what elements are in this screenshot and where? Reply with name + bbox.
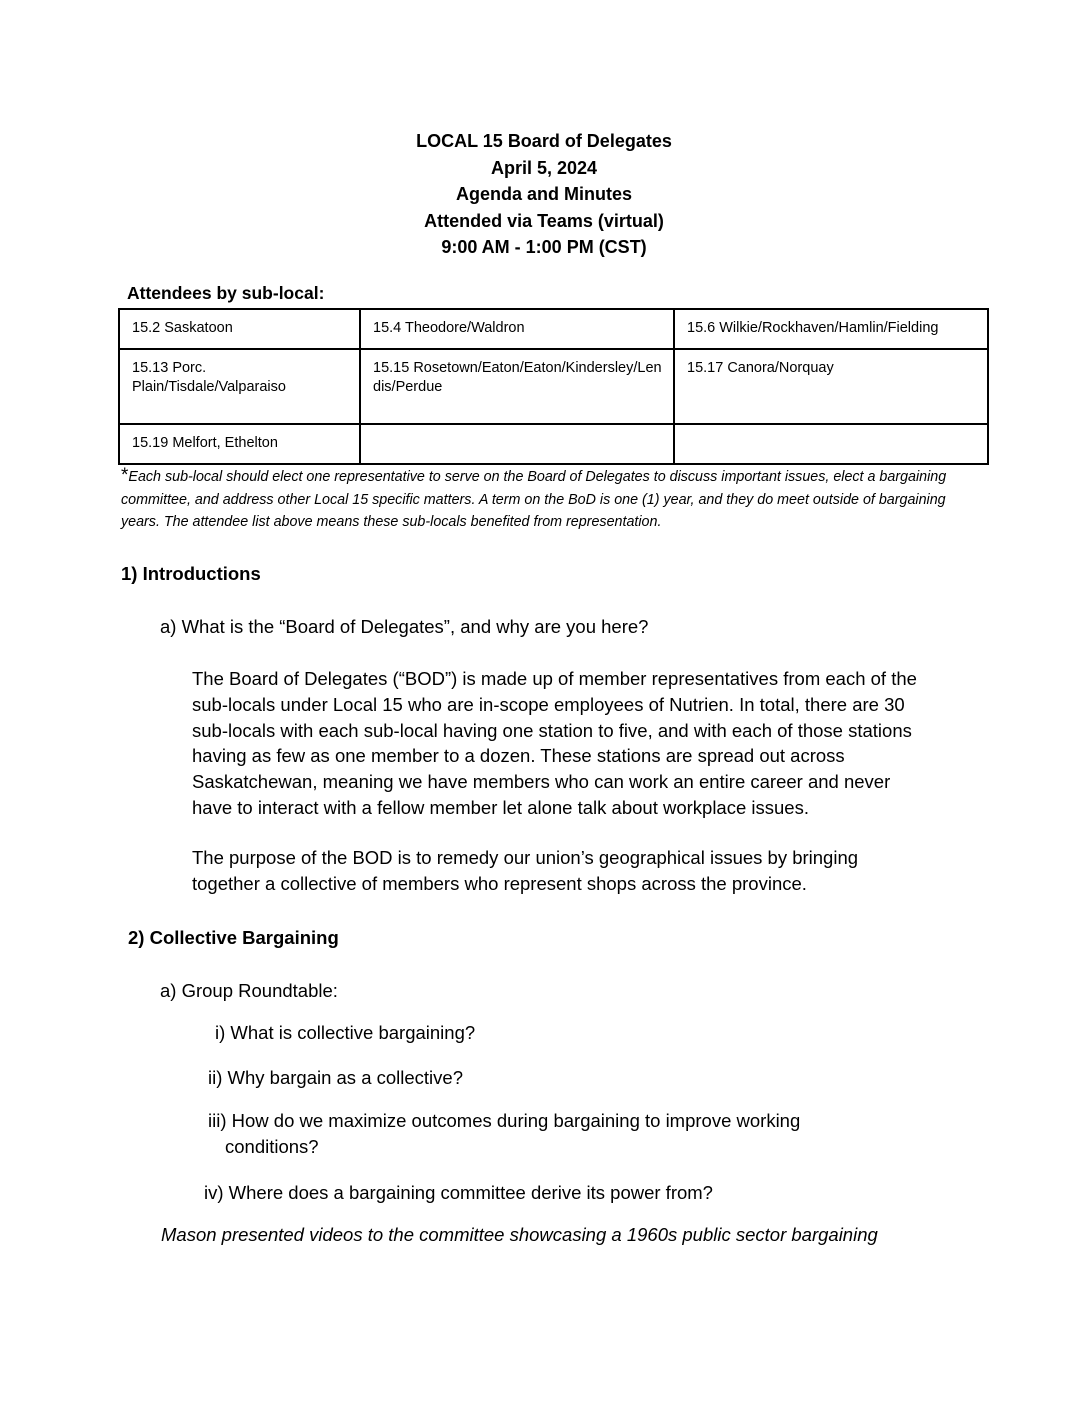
header-subtitle: Agenda and Minutes <box>455 184 632 204</box>
paragraph-line: The purpose of the BOD is to remedy our union’s geographical issues by bringing <box>192 847 859 868</box>
header-time: 9:00 AM - 1:00 PM (CST) <box>441 237 647 257</box>
table-cell: 15.13 Porc. Plain/Tisdale/Valparaiso <box>119 349 360 424</box>
bargaining-question-4: iv) Where does a bargaining committee derive its power from? <box>204 1182 713 1203</box>
paragraph-line: The Board of Delegates (“BOD”) is made up of member representatives from each of the <box>192 668 917 689</box>
bargaining-question-3-continued: conditions? <box>225 1136 319 1157</box>
bargaining-question-1: i) What is collective bargaining? <box>215 1022 476 1043</box>
table-cell: 15.6 Wilkie/Rockhaven/Hamlin/Fielding <box>674 309 988 349</box>
section-introductions-title: 1) Introductions <box>121 563 261 584</box>
paragraph-line: have to interact with a fellow member let alone talk about workplace issues. <box>192 796 809 818</box>
bargaining-question-2: ii) Why bargain as a collective? <box>208 1067 463 1088</box>
header-attendance-mode: Attended via Teams (virtual) <box>424 210 664 231</box>
attendees-table <box>118 308 989 465</box>
table-cell: 15.4 Theodore/Waldron <box>360 309 674 349</box>
header-date: April 5, 2024 <box>490 157 598 178</box>
introductions-paragraph-2 <box>192 845 982 897</box>
introductions-paragraph-1 <box>192 666 982 821</box>
table-cell: 15.19 Melfort, Ethelton <box>119 424 360 464</box>
table-row <box>119 309 988 349</box>
paragraph-line: sub-locals with each sub-local having one station to five, and with each of those stations <box>192 719 912 741</box>
table-cell: 15.2 Saskatoon <box>119 309 360 349</box>
table-row <box>119 349 988 424</box>
table-row <box>119 424 988 464</box>
table-cell <box>360 424 674 464</box>
footnote-text: Each sub-local should elect one representative to serve on the Board of Delegates to discuss important issues, elect a bargaining committee, and address other Local 15 specific matters. A term on the BoD is one (1) year, and they do meet outside of bargaining years. The attendee list above means these sub-locals benefited from representation. <box>121 469 947 530</box>
paragraph-line: sub-locals under Local 15 who are in-scope employees of Nutrien. In total, there are 30 <box>192 693 905 715</box>
footnote-asterisk: * <box>121 465 129 486</box>
header-title: LOCAL 15 Board of Delegates <box>416 131 672 151</box>
table-cell <box>674 424 988 464</box>
paragraph-line: having as few as one member to a dozen. These stations are spread out across <box>192 745 845 767</box>
attendees-footnote <box>121 465 981 534</box>
introductions-item-a: a) What is the “Board of Delegates”, and why are you here? <box>160 616 649 637</box>
table-cell: 15.17 Canora/Norquay <box>674 349 988 424</box>
attendees-label: Attendees by sub-local: <box>127 283 325 303</box>
section-collective-bargaining-title: 2) Collective Bargaining <box>128 927 339 948</box>
table-cell: 15.15 Rosetown/Eaton/Eaton/Kindersley/Lendis/Perdue <box>360 349 674 424</box>
bargaining-question-3: iii) How do we maximize outcomes during bargaining to improve working <box>208 1110 801 1131</box>
paragraph-line: together a collective of members who represent shops across the province. <box>192 872 807 894</box>
bargaining-note: Mason presented videos to the committee showcasing a 1960s public sector bargaining <box>161 1224 878 1245</box>
document-header <box>0 128 1088 261</box>
bargaining-item-a: a) Group Roundtable: <box>160 980 338 1001</box>
paragraph-line: Saskatchewan, meaning we have members who can work an entire career and never <box>192 771 891 793</box>
